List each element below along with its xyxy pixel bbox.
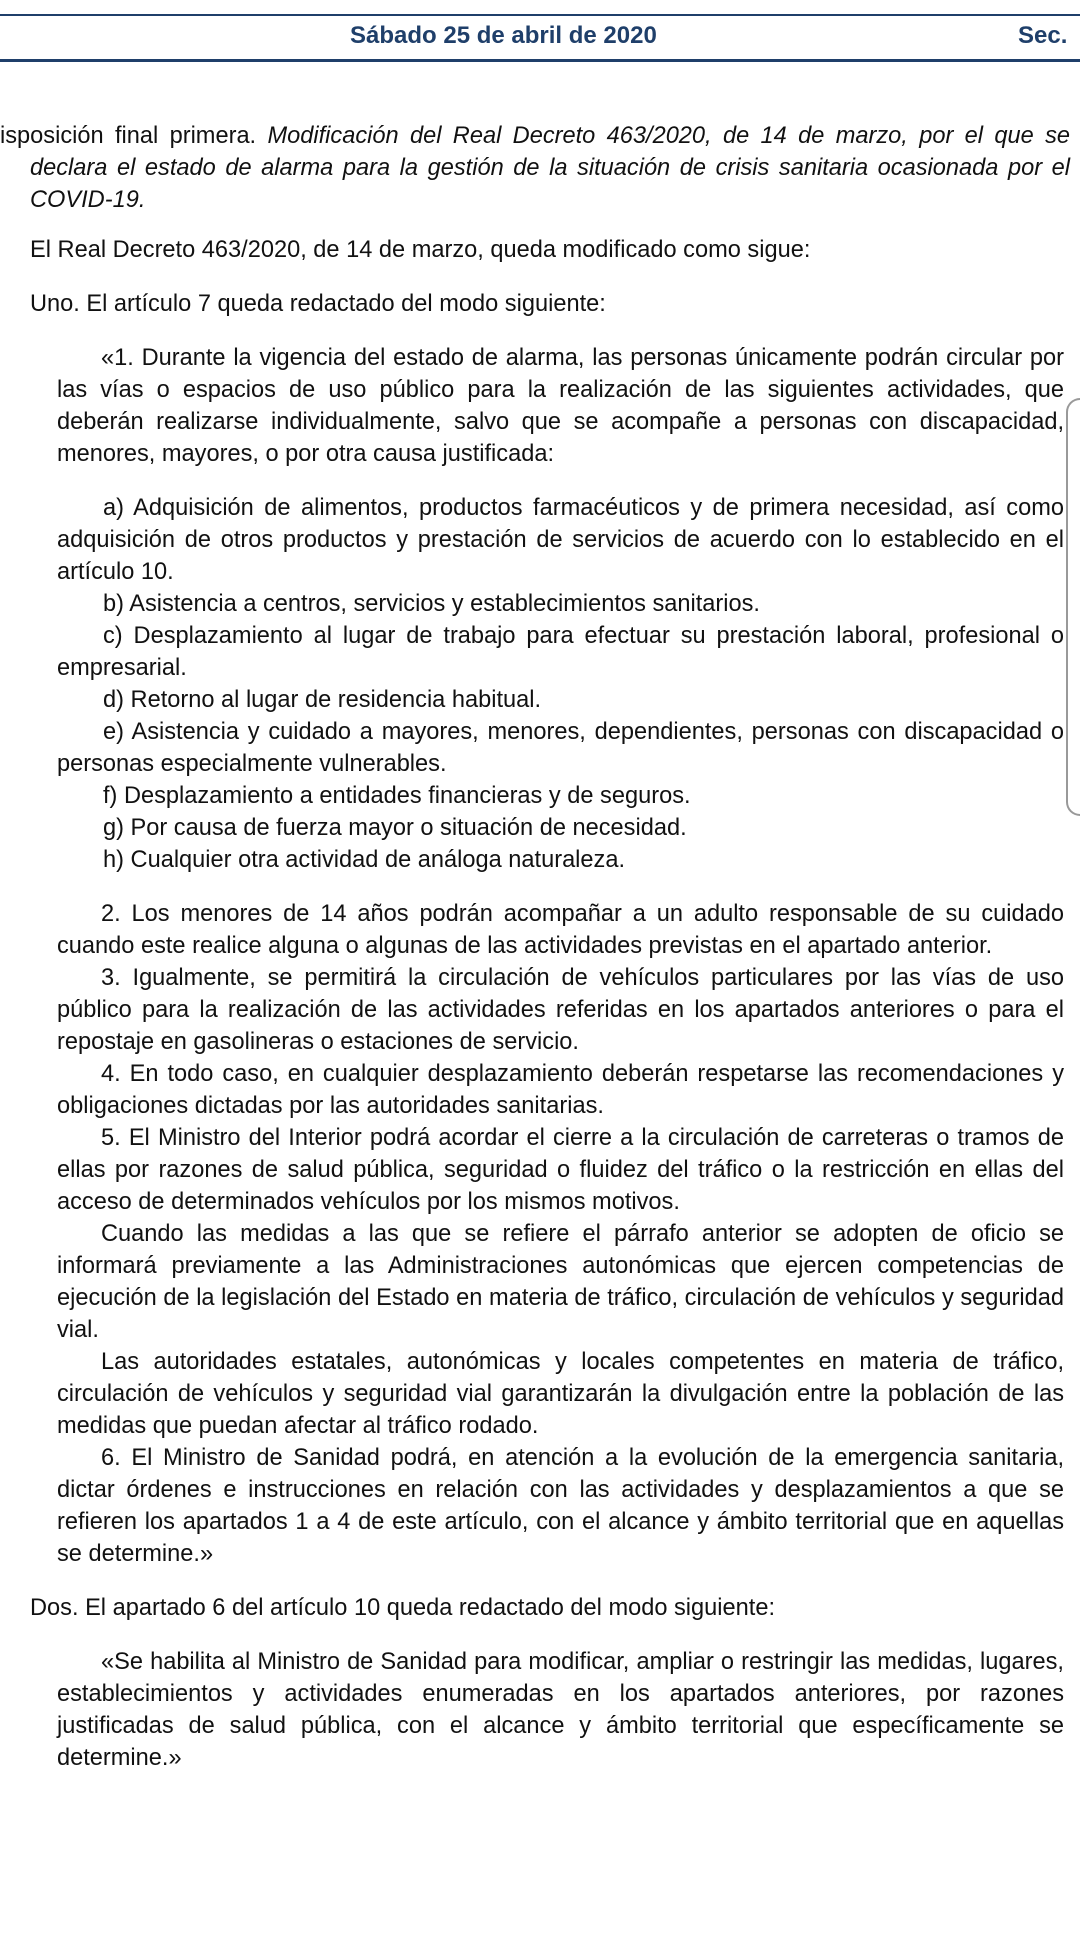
article-7-text xyxy=(0,342,1080,1570)
list-item-f: f) Desplazamiento a entidades financieras y de seguros. xyxy=(103,783,691,809)
article-7-paragraph-2: 2. Los menores de 14 años podrán acompañar a un adulto responsable de su cuidado cuando este realice alguna o algunas de las actividades previstas en el apartado anterior. xyxy=(57,901,1064,959)
section-dos-heading: Dos. El apartado 6 del artículo 10 queda redactado del modo siguiente: xyxy=(30,1595,776,1621)
list-item-c: c) Desplazamiento al lugar de trabajo para efectuar su prestación laboral, profesional o empresarial. xyxy=(57,623,1064,681)
header-top-rule xyxy=(0,14,1080,16)
disposition-label: isposición final primera. xyxy=(0,123,257,149)
list-item-e: e) Asistencia y cuidado a mayores, menores, dependientes, personas con discapacidad o personas especialmente vulnerables. xyxy=(57,719,1064,777)
list-item-g: g) Por causa de fuerza mayor o situación de necesidad. xyxy=(103,815,687,841)
article-10-paragraph-6: «Se habilita al Ministro de Sanidad para modificar, ampliar o restringir las medidas, lugares, establecimientos y actividades enumeradas en los apartados anteriores, por razones justificadas de salud pública, con el alcance y ámbito territorial que específicamente se determine.» xyxy=(57,1649,1064,1771)
article-7-paragraph-3: 3. Igualmente, se permitirá la circulación de vehículos particulares por las vías de uso público para la realización de las actividades referidas en los apartados anteriores o para el repostaje en gasolineras o estaciones de servicio. xyxy=(57,965,1064,1055)
article-10-text xyxy=(0,1646,1080,1774)
disposition-title: Modificación del Real Decreto 463/2020, de 14 de marzo, por el que se declara el estado de alarma para la gestión de la situación de crisis sanitaria ocasionada por el COVID-19. xyxy=(30,123,1071,213)
article-7-paragraph-6: 6. El Ministro de Sanidad podrá, en atención a la evolución de la emergencia sanitaria, dictar órdenes e instrucciones en relación con las actividades y desplazamientos a que se refieren los apartados 1 a 4 de este artículo, con el alcance y ámbito territorial que en aquellas se determine.» xyxy=(57,1445,1064,1567)
header-section: Sec. xyxy=(1018,22,1068,49)
article-7-paragraph-1: «1. Durante la vigencia del estado de alarma, las personas únicamente podrán circular por las vías o espacios de uso público para la realización de las siguientes actividades, que deberán realizarse individualmente, salvo que se acompañe a personas con discapacidad, menores, mayores, o por otra causa justificada: xyxy=(57,345,1064,467)
header-date: Sábado 25 de abril de 2020 xyxy=(350,22,657,49)
page-header xyxy=(0,0,1080,62)
article-7-paragraph-4: 4. En todo caso, en cualquier desplazamiento deberán respetarse las recomendaciones y obligaciones dictadas por las autoridades sanitarias. xyxy=(57,1061,1064,1119)
section-uno-heading: Uno. El artículo 7 queda redactado del modo siguiente: xyxy=(30,291,606,317)
list-item-h: h) Cualquier otra actividad de análoga naturaleza. xyxy=(103,847,626,873)
article-7-paragraph-5b: Cuando las medidas a las que se refiere el párrafo anterior se adopten de oficio se informará previamente a las Administraciones autonómicas que ejercen competencias de ejecución de la legislación del Estado en materia de tráfico, circulación de vehículos y seguridad vial. xyxy=(57,1221,1064,1343)
list-item-d: d) Retorno al lugar de residencia habitual. xyxy=(103,687,542,713)
list-item-b: b) Asistencia a centros, servicios y establecimientos sanitarios. xyxy=(103,591,760,617)
list-item-a: a) Adquisición de alimentos, productos farmacéuticos y de primera necesidad, así como adquisición de otros productos y prestación de servicios de acuerdo con lo establecido en el artículo 10. xyxy=(57,495,1064,585)
header-bottom-rule xyxy=(0,59,1080,62)
article-7-paragraph-5: 5. El Ministro del Interior podrá acordar el cierre a la circulación de carreteras o tramos de ellas por razones de salud pública, seguridad o fluidez del tráfico o la restricción en ellas del acceso de determinados vehículos por los mismos motivos. xyxy=(57,1125,1064,1215)
intro-paragraph: El Real Decreto 463/2020, de 14 de marzo, queda modificado como sigue: xyxy=(30,237,811,263)
document-body xyxy=(0,120,1080,1774)
article-7-paragraph-5c: Las autoridades estatales, autonómicas y locales competentes en materia de tráfico, circulación de vehículos y seguridad vial garantizarán la divulgación entre la población de las medidas que puedan afectar al tráfico rodado. xyxy=(57,1349,1064,1439)
disposition-heading xyxy=(0,120,1070,216)
